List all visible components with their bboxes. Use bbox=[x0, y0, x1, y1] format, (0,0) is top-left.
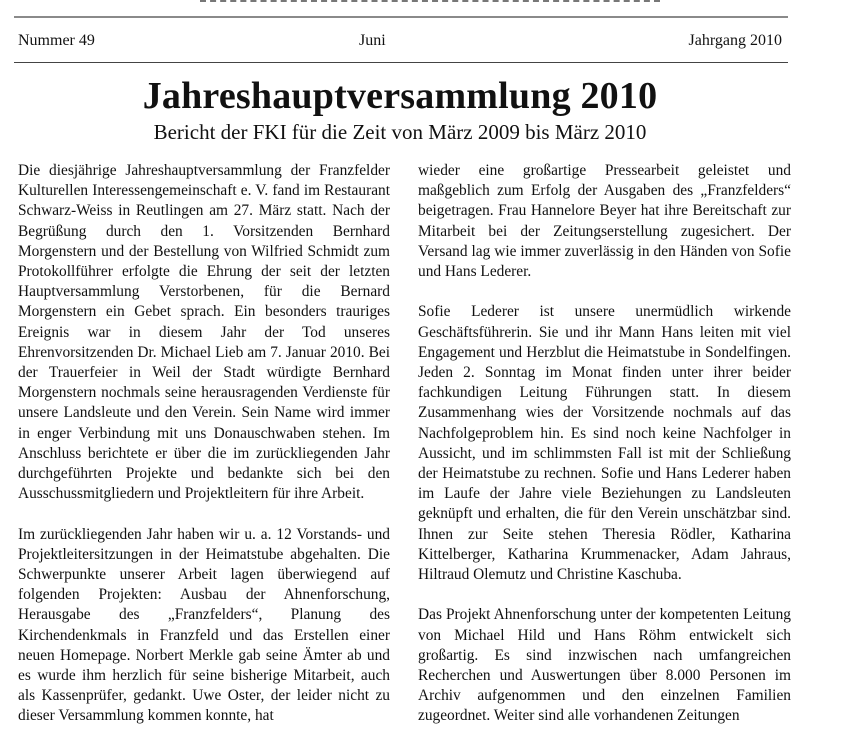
issue-volume: Jahrgang 2010 bbox=[688, 32, 782, 49]
issue-line bbox=[18, 32, 782, 54]
article-title: Jahreshauptversammlung 2010 bbox=[142, 75, 658, 117]
top-rule bbox=[14, 16, 788, 18]
paragraph: Das Projekt Ahnenforschung unter der kompetenten Leitung von Michael Hild und Hans Röhm entwickelt sich großartig. Es sind inzwischen nach umfangreichen Recherchen und Auswertungen über 8.000 Personen im Archiv aufgenommen und den einzelnen Familien zugeordnet. Weiter sind alle vorhandenen Zeitungen bbox=[418, 606, 791, 725]
clipped-header-remnant bbox=[200, 0, 660, 6]
paragraph: wieder eine großartige Pressearbeit geleistet und maßgeblich zum Erfolg der Ausgaben des „Franzfelders“ beigetragen. Frau Hannelore Beyer hat ihre Bereitschaft zur Mitarbeit bei der Zeitungserstellung zugesichert. Der Versand lag wie immer zuverlässig in den Händen von Sofie und Hans Lederer. bbox=[418, 162, 791, 281]
header-divider bbox=[14, 62, 788, 63]
issue-month: Juni bbox=[359, 32, 386, 49]
paragraph: Sofie Lederer ist unsere unermüdlich wirkende Geschäftsführerin. Sie und ihr Mann Hans leiten mit viel Engagement und Herzblut die Heimatstube in Sondelfingen. Jeden 2. Sonntag im Monat finden unter ihrer beider fachkundigen Leitung Führungen statt. In diesem Zusammenhang wies der Vorsitzende nochmals auf das Nachfolgeproblem hin. Es sind noch keine Nachfolger in Aussicht, und im schlimmsten Fall ist mit der Schließung der Heimatstube zu rechnen. Sofie und Hans Lederer haben im Laufe der Jahre viele Beziehungen zu Landsleuten geknüpft und erhalten, die für den Verein unschätzbar sind. Ihnen zur Seite stehen Theresia Rödler, Katharina Kittelberger, Katharina Krummenacker, Adam Jahraus, Hiltraud Olemutz und Christine Kaschuba. bbox=[418, 303, 791, 584]
paragraph: Die diesjährige Jahreshauptversammlung der Franzfelder Kulturellen Interessengemeinschaft e. V. fand im Restaurant Schwarz-Weiss in Reutlingen am 27. März statt. Nach der Begrüßung durch den 1. Vorsitzenden Bernhard Morgenstern und der Bestellung von Wilfried Schmidt zum Protokollführer erfolgte die Ehrung der seit der letzten Hauptversammlung Verstorbenen, für die Bernard Morgenstern ein Gebet sprach. Ein besonders trauriges Ereignis war in diesem Jahr der Tod unseres Ehrenvorsitzenden Dr. Michael Lieb am 7. Januar 2010. Bei der Trauerfeier in Weil der Stadt würdigte Bernhard Morgenstern nochmals seine herausragenden Verdienste für unsere Landsleute und den Verein. Sein Name wird immer in enger Verbindung mit uns Donauschwaben stehen. Im Anschluss berichtete er über die im zurückliegenden Jahr durchgeführten Projekte und bedankte sich bei den Ausschussmitgliedern und Projektleitern für ihre Arbeit. bbox=[18, 162, 390, 503]
article-subtitle: Bericht der FKI für die Zeit von März 2009 bis März 2010 bbox=[153, 120, 647, 144]
paragraph: Im zurückliegenden Jahr haben wir u. a. 12 Vorstands- und Projektleitersitzungen in der Heimatstube abgehalten. Die Schwerpunkte unserer Arbeit lagen überwiegend auf folgenden Projekten: Ausbau der Ahnenforschung, Herausgabe des „Franzfelders“, Planung des Kirchendenkmals in Franzfeld und das Erstellen einer neuen Homepage. Norbert Merkle gab seine Ämter ab und es wurde ihm herzlich für seine bisherige Mitarbeit, auch als Kassenprüfer, gedankt. Uwe Oster, der leider nicht zu dieser Versammlung kommen konnte, hat bbox=[18, 525, 390, 725]
left-column bbox=[18, 161, 390, 747]
issue-number: Nummer 49 bbox=[18, 32, 95, 49]
right-column bbox=[418, 161, 791, 747]
